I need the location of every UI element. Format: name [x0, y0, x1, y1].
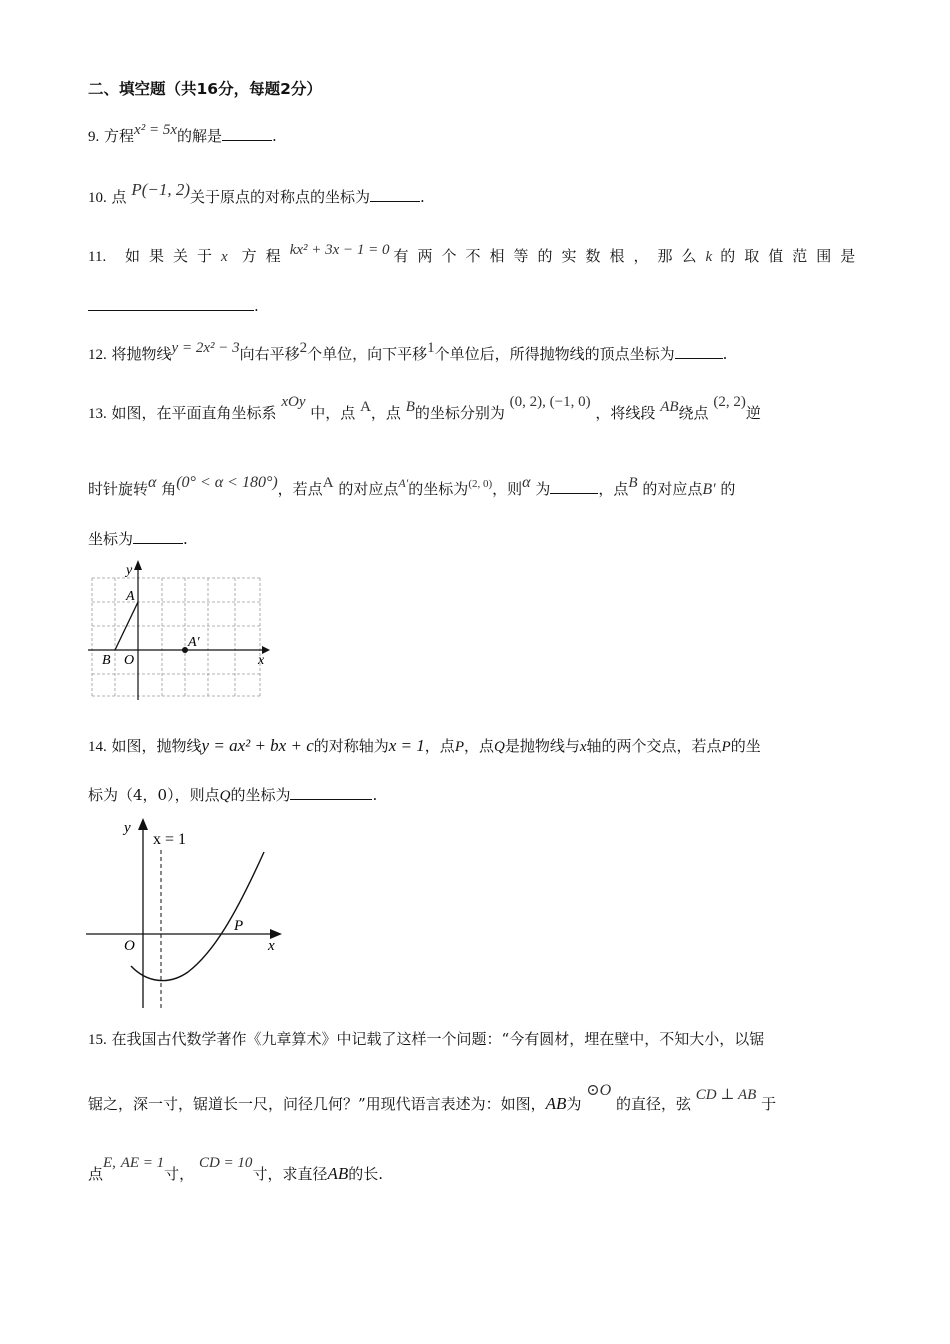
answer-blank[interactable] [133, 531, 183, 544]
question-text: 坐标为 [88, 530, 134, 548]
question-text: ，点 [424, 737, 455, 755]
label-y: y [126, 563, 133, 578]
label-y: y [124, 820, 131, 836]
label-a-prime: A′ [188, 635, 200, 650]
question-text: 的长. [348, 1165, 384, 1183]
label-o: O [124, 653, 135, 668]
question-12 [88, 340, 728, 364]
grid [92, 578, 260, 696]
equation: x² = 5x [134, 122, 177, 138]
question-text: 的坐标为 [230, 786, 291, 804]
question-text: 锯之，深一寸，锯道长一尺，问径几何？”用现代语言表述为：如图， [88, 1095, 546, 1113]
question-text: ，将线段 [595, 404, 656, 422]
question-text: 的坐标为 [408, 480, 469, 498]
question-14-line-2 [88, 786, 377, 805]
question-text: 点 [88, 1165, 104, 1183]
question-13-figure [86, 558, 276, 700]
question-text: 如图，在平面直角坐标系 [111, 404, 277, 422]
question-text: 的对应点 [642, 480, 703, 498]
point-label: P [721, 739, 731, 755]
question-text: 方程 [241, 247, 290, 265]
question-number: 14. [88, 739, 107, 755]
variable: x [221, 249, 228, 265]
perpendicular-expression: CD ⊥ AB [695, 1087, 757, 1103]
segment-label: AB [545, 1094, 567, 1113]
label-x: x [268, 938, 275, 954]
question-text: 的坐 [730, 737, 761, 755]
question-text: 关于原点的对称点的坐标为 [190, 188, 371, 206]
period: . [183, 530, 188, 548]
question-9 [88, 122, 277, 146]
variable: k [705, 249, 713, 265]
question-text: 有两个不相等的实数根，那么 [393, 247, 706, 265]
point-label: B [628, 475, 638, 491]
question-text: 于 [761, 1095, 777, 1113]
point-expression: P(−1, 2) [131, 180, 191, 199]
question-text: 为 [535, 480, 551, 498]
point-label: B [405, 399, 415, 415]
point-label: A [322, 475, 334, 491]
question-text: 向右平移 [239, 345, 300, 363]
question-10 [88, 180, 425, 207]
coordinates: (0, 2), (−1, 0) [509, 394, 591, 410]
question-11 [88, 242, 865, 266]
question-text: ，点 [370, 404, 401, 422]
answer-blank[interactable] [675, 346, 723, 359]
period: . [420, 188, 425, 206]
question-text: 的对称轴为 [313, 737, 389, 755]
period: . [372, 786, 378, 804]
coordinates: (2, 2) [713, 394, 746, 410]
answer-blank[interactable] [88, 298, 254, 311]
label-p: P [234, 918, 244, 934]
question-text: 的直径，弦 [616, 1095, 692, 1113]
y-axis-arrow [134, 560, 142, 570]
question-number: 9. [88, 129, 100, 145]
question-15 [88, 1030, 764, 1049]
angle-range: (0° < α < 180°) [176, 474, 278, 491]
point-label: A′ [398, 476, 409, 490]
question-13 [88, 394, 761, 423]
question-text: 逆 [745, 404, 761, 422]
question-text: 点 [111, 188, 127, 206]
point-label: P [454, 739, 464, 755]
question-text: 中，点 [310, 404, 356, 422]
label-o: O [124, 938, 135, 954]
y-axis-arrow [138, 818, 148, 830]
question-text: 标为（4，0），则点 [88, 786, 220, 804]
question-text: 的坐标分别为 [414, 404, 505, 422]
point-label: A [360, 399, 371, 415]
answer-blank[interactable] [370, 189, 420, 202]
length-expression: AE = 1 [120, 1155, 165, 1171]
question-text: 为 [566, 1095, 582, 1113]
point-label: Q [219, 788, 231, 804]
question-14 [88, 736, 761, 756]
variable: x [579, 739, 587, 755]
angle-symbol: α [148, 474, 157, 491]
question-text: 如图，抛物线 [111, 737, 202, 755]
coordinates: (2, 0) [468, 478, 493, 490]
question-text: 个单位，向下平移 [307, 345, 428, 363]
question-text: 在我国古代数学著作《九章算术》中记载了这样一个问题：“今有圆材，埋在壁中，不知大小，以锯 [111, 1030, 765, 1048]
question-text: 的解是 [176, 127, 222, 145]
question-number: 11. [88, 249, 107, 265]
label-a: A [126, 589, 135, 604]
point-label: B′ [702, 481, 716, 498]
number: 1 [427, 340, 435, 356]
question-13-line-2 [88, 474, 736, 499]
equation: kx² + 3x − 1 = 0 [289, 242, 390, 258]
answer-blank[interactable] [290, 787, 372, 800]
length-expression: CD = 10 [198, 1155, 253, 1171]
question-15-line-2 [88, 1082, 777, 1114]
question-text: ，点 [598, 480, 629, 498]
question-number: 10. [88, 190, 107, 206]
question-text: 如果关于 [124, 247, 221, 265]
question-text: 轴的两个交点，若点 [586, 737, 722, 755]
question-13-line-3 [88, 530, 188, 548]
question-text: 角 [161, 480, 177, 498]
label-x: x [258, 653, 265, 668]
question-text: 的 [720, 480, 736, 498]
question-text: 将抛物线 [111, 345, 172, 363]
question-11-answer-line [88, 297, 259, 315]
axis-equation: x = 1 [388, 736, 425, 755]
question-text: 个单位后，所得抛物线的顶点坐标为 [434, 345, 675, 363]
question-number: 15. [88, 1032, 107, 1048]
coordinate-system: xOy [281, 394, 306, 410]
segment-label: AB [660, 399, 679, 415]
period: . [272, 127, 277, 145]
equation: y = 2x² − 3 [171, 340, 240, 356]
answer-blank[interactable] [550, 481, 598, 494]
number: 2 [299, 340, 308, 356]
question-text: ，则 [492, 480, 523, 498]
circle-symbol: ⊙O [586, 1082, 612, 1099]
question-text: 的取值范围是 [720, 247, 865, 265]
question-text: 的对应点 [338, 480, 399, 498]
label-axis: x = 1 [153, 831, 187, 848]
segment-label: AB [327, 1164, 349, 1183]
angle-symbol: α [522, 474, 531, 491]
question-text: 寸， [164, 1165, 195, 1183]
period: . [722, 345, 728, 363]
question-14-figure [86, 814, 286, 1010]
point-label: Q [494, 739, 505, 755]
parabola-curve [131, 852, 264, 981]
section-title: 二、填空题（共16分，每题2分） [88, 80, 322, 98]
question-text: 绕点 [678, 404, 709, 422]
question-text: ，若点 [277, 480, 323, 498]
question-text: 时针旋转 [88, 480, 149, 498]
question-text: ，点 [463, 737, 494, 755]
label-b: B [102, 653, 111, 668]
period: . [254, 297, 259, 315]
question-15-line-3 [88, 1155, 384, 1184]
question-text: 寸，求直径 [252, 1165, 328, 1183]
question-text: 方程 [104, 127, 135, 145]
question-text: 是抛物线与 [504, 737, 580, 755]
answer-blank[interactable] [222, 128, 272, 141]
question-number: 12. [88, 347, 107, 363]
point-label: E, [103, 1155, 116, 1171]
parabola-equation: y = ax² + bx + c [201, 736, 314, 755]
question-number: 13. [88, 406, 107, 422]
